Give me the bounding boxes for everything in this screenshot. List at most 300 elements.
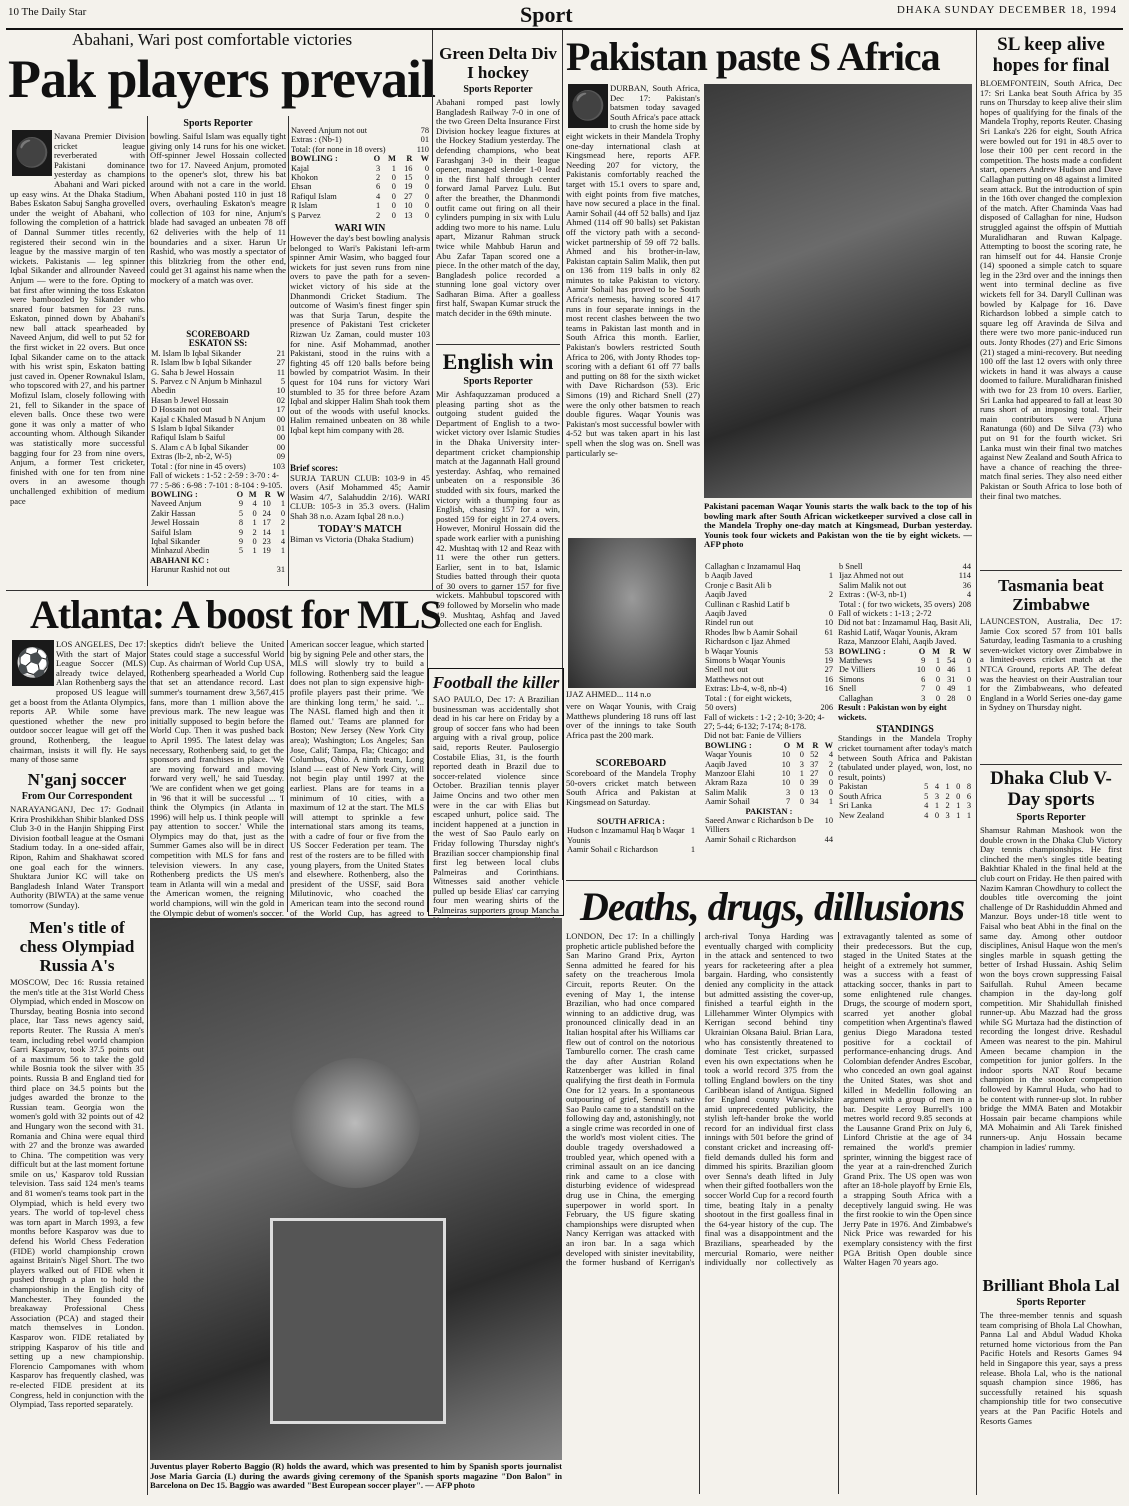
table-cell: 17 [262,518,271,528]
table-cell: 21 [276,348,285,358]
table-cell: 50 overs) [705,703,737,713]
table-cell: 1 [945,782,950,792]
standings-table [838,782,972,820]
award-plaque-icon [290,1058,420,1188]
table-cell: 6 [376,182,381,192]
match-result: Result : Pakistan won by eight wickets. [838,703,947,722]
table-cell: 7 [785,797,791,807]
tasmania-headline: Tasmania beat Zimbabwe [998,576,1104,614]
table-cell: 0 [935,693,941,703]
waqar-younis-photo [704,84,972,498]
table-cell: M. Islam lb Iqbal Sikander [151,348,242,358]
table-row [150,443,286,452]
table-cell: 1 [252,546,257,556]
chess-text: MOSCOW, Dec 16: Russia retained the men's title at the 31st World Chess Olympiad, which ended in Moscow on Thursday, beating Bosnia into second place, Itar Tass news agency said, reports Reuter. The Russia A men's team, including rebel world champion Garri Kasparov, took 37.5 points out of a maximum 56 to take the gold while Bosnia took the silver with 35 points. Russia B and England tied for third place on 34.5 points but the judges awarded the bronze to the Russian team. Georgia won the women's gold with 32 points out of 42 and Hungary won the second with 31. Romania and China were equal third with 27 and the bronze was awarded to China. 'The competition was very difficult but at the last moment fortune smile on us,' Kasparov told Russian television. Tass said 124 men's teams and 81 women's teams took part in the Olympiad, which is held every two years. The world of top-level chess was torn apart in March 1993, a few months before Kasparov was due to defend his World Chess Federation (FIDE) world championship crown against Britain's Nigel Short. The two players walked out of FIDE when it pushed through a plan to hold the championship in the English city of Manchester. They founded the breakaway Professional Chess Association (PCA) and staged their match themselves in London. Kasparov won. FIDE retaliated by stripping Kasparov of his title and setting up a new championship. Florencio Campomanes with whom Kasparov has frequently clashed, was re-elected FIDE president at its Congress, held in conjunction with the Olympiad, Tass reported separately. [10,977,144,1410]
table-cell: 0 [799,778,804,788]
rule [6,590,562,591]
table-row [150,349,286,358]
table-header-cell: R [812,740,819,750]
table-row [838,665,972,674]
table-cell: 27 [276,358,285,368]
table-cell: Cronje c Basit Ali b [705,580,772,590]
chess-article [10,918,144,1506]
table-cell: 10 [781,768,791,778]
table-cell: 13 [404,210,413,220]
brief-title: Brief scores: [290,463,339,474]
table-cell: 0 [424,163,429,173]
table-cell: 11 [276,367,285,377]
table-cell: 8 [238,518,244,528]
psa-column-1b [566,702,696,855]
table-row [838,684,972,693]
pak-fow: Fall of wickets : 1-13 ; 2-72 [838,609,932,619]
pak-batting-table-1 [704,816,834,844]
english-headline: English win [442,349,554,374]
table-cell: 1 [966,684,971,694]
table-cell: 4 [828,750,833,760]
table-cell: Aaqib Javed [705,590,747,600]
rule [432,30,433,590]
table-cell: 10 [781,750,791,760]
table-cell: Naveed Anjum not out [291,126,368,135]
table-row [704,675,834,684]
table-cell: Total : (for nine in 45 overs) [151,461,246,471]
table-row [704,609,834,618]
table-header-cell: W [420,154,429,164]
pak-dnb: Did not bat : Inzamamul Haq, Basit Ali, Rashid Latif, Waqar Younis, Akram Raza, Manzoor Elahi, Aaqib Javed. [838,618,972,647]
table-header-cell: R [264,489,271,499]
table-cell: 7 [921,684,926,694]
table-cell: 6 [966,791,971,801]
deaths-headline: Deaths, drugs, dillusions [580,884,965,929]
table-cell: 17 [276,405,285,415]
table-cell: Total : ( for two wickets, 35 overs) [839,599,956,609]
table-cell: 0 [935,674,941,684]
table-cell: 14 [262,527,271,537]
english-text: Mir Ashfaquzzaman produced a pleasing parting shot as the outgoing student guided the Department of English to a two-wicket victory over Islamic Studies in the Dhaka University inter-department cricket championship match at the Jagannath Hall ground yesterday. Ashfaq, who remained unbeaten on a responsible 36 studded with six fours, marked the victory with a thumping four as English, chasing 157 for a win, posted 159 for eight in 27.4 overs. However, Monirul Hossain did the spade work earlier with a punishing 42. Mushtaq with 12 and Reaz with 11 were the other run getters. Earlier, sent in to bat, Islamic Studies batted through their quota of 30 overs to garner 157 for five wickets. Mahbubul topscored with 59 followed by Morselin who made 19. Mushtaq, Ashfaq and Javed collected one each for English. [436,389,560,630]
sa-bowling-table [838,647,972,703]
table-row [704,656,834,665]
nganj-headline: N'ganj soccer [27,770,127,789]
table-cell: 1 [935,656,941,666]
english-article [436,349,560,630]
table-cell: Extras (lb-2, nb-2, W-5) [151,452,232,462]
atlanta-col-2: skeptics didn't believe the United States could stage a successful World Cup. As chairman of World Cup USA, Rothenberg spearheaded a World Cup that set an attendance record. Last summer's tournament drew 3,567,415 fans, more than 1 million above the previous mark. The new league was initially supposed to begin before the World Cup. Then it was pushed back to April 1995. The latest delay was necessary, Rothenberg said, to get the sponsors and franchises in place. 'We are moving forward and moving forward very well,' he said Tuesday. 'We are confident when we get going in '96 that it will be successful ... 'I think the Olympics (in Atlanta in 1996) will help us. I think people will pay attention to soccer.' While the Olympics may do that, just as the Summer Games also will be in direct competition with MLS for fans and television viewers. In any case, Rothenberg predicts the US men's team in Atlanta will win a medal and the American women, the reigning world champions, will win the gold in the Olympic debut of women's soccer. [150,639,284,918]
table-cell: Kajal c Khaled Masud b N Anjum [151,414,266,424]
table-cell: 0 [799,797,804,807]
table-cell: Matthews not out [705,674,764,684]
table-row [704,562,834,571]
chess-headline: Men's title of chess Olympiad Russia A's [19,918,135,975]
table-row [150,433,286,442]
bhola-text: The three-member tennis and squash team comprising of Bhola Lal Chowhan, Panna Lal and Abdul Wadud Khoka returned home victorious from the Pan Pacific Hotels and Resorts Games 94 held in Singapore this year, says a press release. Bhola Lal, who is the national squash champion since 1986, has successfully retained his squash championship title for two consecutive years at the Pan Pacific Hotels and Resorts Games [980,1310,1122,1426]
table-row [290,126,430,135]
table-cell: 0 [391,210,396,220]
table-cell: 0 [966,674,971,684]
table-cell: 02 [276,395,285,405]
vday-headline: Dhaka Club V-Day sports [990,768,1112,810]
table-cell: Total: (for none in 18 overs) [291,144,386,154]
table-row [704,835,834,844]
table-cell: 09 [276,452,285,462]
sl-article [980,34,1122,549]
table-cell: 28 [947,693,956,703]
table-cell: Sri Lanka [839,801,872,811]
table-cell: 1 [956,801,961,811]
table-cell: 0 [935,665,941,675]
table-cell [817,562,834,571]
table-cell: 2 [828,590,833,600]
table-row [150,528,286,537]
table-row [704,694,834,703]
table-row [704,665,834,674]
brief-scores: SURJA TARUN CLUB: 103-9 in 45 overs (Asif Mohammed 45; Aamir Wasim 4/7, Salahuddin 2/16). WARI CLUB: 105-3 in 35.3 overs. (Halim Shah 38 n.o. Azam Iqbal 28 n.o.) [290,472,430,522]
table-cell: 27 [824,665,833,675]
rule [288,116,289,586]
table-cell: S Islam b Iqbal Sikander [151,424,234,434]
table-row [838,581,972,590]
table-cell: Akram Raza [705,778,748,788]
section-title: Sport [520,2,573,27]
table-cell: 0 [424,201,429,211]
abahani-title: ABAHANI KC : [150,555,210,565]
table-row [704,797,834,806]
table-row [838,811,972,820]
bhola-article [980,1276,1122,1477]
page-number: 10 The Daily Star [8,6,87,18]
table-header-cell: O [918,646,926,656]
hockey-article [436,44,560,330]
table-cell: 78 [420,126,429,135]
table-cell: Aaqib Javed [705,759,747,769]
table-header-cell: W [276,489,285,499]
table-cell: 44 [824,834,833,844]
table-cell: Salim Malik not out [839,580,907,590]
table-row [704,618,834,627]
cricket-logo-icon: ⚫ [12,130,52,176]
table-header-cell: M [248,489,257,499]
table-cell: Richardson c Ijaz Ahmed [705,637,790,647]
table-row [290,173,430,182]
table-cell: 0 [966,656,971,666]
deaths-text: LONDON, Dec 17: In a chillingly prophetic article published before the San Marino Grand Prix, Ayrton Senna admitted he feared for his safety on the treacherous Imola Circuit, reports Reuter. On the evening of May 1, the intense Brazilian, who had once compared winning to an addictive drug, was pronounced clinically dead in an Italian hospital after his Williams car flew out of control on the notorious Tamburello corner. The crash came the day after Austrian Roland Ratzenberger was killed in final qualifying the first death in Formula One for 12 years. In a spontaneous outpouring of grief, Senna's native Sao Paulo came to a standstill on the following day and, astonishingly, not a single crime was recorded in one of the world's most violent cities. The double tragedy overshadowed a troubled year, which opened with a criminal assault on an ice dancing rink and came to a close with disturbing evidence of widespread drug use in China, the emerging superpower in world sport. In February, the US figure skating championships were disrupted when Nancy Kerrigan was attacked with an iron bar. In a saga which developed with sinister inevitability, the former husband of Kerrigan's arch-rival Tonya Harding was eventually charged with complicity in the attack and sentenced to two years for racketeering after a plea bargain. Harding, who consistently denied any complicity in the attack but admitted assisting the cover-up, finished a tearful eighth in the Lillehammer Winter Olympics with Kerrigan second behind tiny Ukrainian Oksana Baiul. Brian Lara, who has consistently threatened to dominate Test cricket, surpassed even his own expectations when he took a world record 375 from the tolling England bowlers on the tiny Caribbean island of Antigua. Signed for England county Warwickshire amid unprecedented publicity, the stylish left-hander broke the world record for an individual first class innings with 501 before the grind of constant cricket and increasing off-field demands dulled his form and dimmed his spirits. Brazilian gloom over Senna's death lifted in July when their gifted footballers won the soccer World Cup for a record fourth time, beating Italy in a penalty shootout in the first goalless final in the 64-year history of the cup. The final was a disappointment and the Brazilians, spearheaded by the mercurial Romario, were neither individually nor collectively as extravagantly talented as some of their predecessors. But the cup, staged in the United States at the height of a extremely hot summer, was a success with a feast of attacking soccer, thanks in part to some enlightened rule changes. Drugs, the scourge of modern sport, scarred yet another global competition when Argentina's flawed genius Diego Maradona tested positive for a cocktail of performance-enhancing drugs. And Colombian defender Andres Escobar, who conceded an own goal against the United States, was shot and killed in Medellin following an argument with a group of men in a bar. Despite Leroy Burrell's 100 metres world record 9.85 seconds at the Lausanne Grand Prix on July 6, Linford Christie at the age of 34 remained the world's premier sprinter, winning the biggest race of the year at a rain-drenched Zurich Grand Prix. The US open was won after an 18-hole playoff by Ernie Els, a strapping South Africa with a deceptively languid swing. He was the first rookie to win the Open since Jerry Pate in 1976. And Zimbabwe's Nick Price was rewarded for his exemplary consistency with the first PGA British Open double since Walter Hagen 70 years ago. [566,931,972,1268]
table-cell: 9 [921,656,926,666]
table-cell: 10 [916,665,926,675]
table-cell: S. Parvez c N Anjum b Minhazul [151,377,262,387]
table-cell: 10 [262,499,271,509]
table-row [704,703,834,712]
table-cell: 1 [956,810,961,820]
pak-byline: Sports Reporter [183,118,253,129]
table-row [566,845,696,854]
table-cell: 5 [924,782,929,792]
table-cell: 5 [924,791,929,801]
table-cell: 4 [934,782,939,792]
football-box [428,668,564,916]
table-cell: 1 [690,845,695,855]
table-header-cell: W [824,740,833,750]
table-cell: 208 [958,599,971,609]
wari-subhead: WARI WIN [334,223,386,235]
table-cell: 3 [934,791,939,801]
table-cell: R. Islam lbw b Iqbal Sikander [151,358,252,368]
table-cell [817,600,834,609]
vday-article [980,768,1122,1258]
table-cell: 16 [824,684,833,694]
table-row [704,600,834,609]
table-cell: Total : ( for eight wickets, [705,693,792,703]
table-cell: 10 [781,759,791,769]
table-row [704,750,834,759]
table-cell: 114 [958,571,971,581]
table-header-cell: BOWLING : [151,489,198,499]
eskaton-title: ESKATON SS: [188,338,248,349]
table-cell: 0 [935,684,941,694]
psa-text-2: vere on Waqar Younis, with Craig Matthews plundering 18 runs off last over of the innings to take South Africa past the 200 mark. [566,701,696,740]
psa-scoreboard-title: SCOREBOARD [595,758,667,769]
table-cell: 8 [966,782,971,792]
rule [287,640,288,912]
sl-headline: SL keep alive hopes for final [992,34,1110,76]
table-cell: 37 [810,759,819,769]
table-cell: 61 [824,627,833,637]
table-cell: 0 [424,182,429,192]
sa-batting-table-1 [566,826,696,854]
table-cell: Callaghan [839,693,873,703]
pak-column-3 [290,126,430,544]
table-cell: 110 [416,144,429,154]
table-cell: 36 [962,580,971,590]
rule [147,640,148,1495]
table-cell: 5 [238,508,244,518]
pak-col2-text: bowling. Saiful Islam was equally tight giving only 14 runs for his one wicket. Off-spinner Jewel Hossain collected two for 17. Naveed Anjum, promoted to the opener's slot, threw his bat around with not a care in the world. When Abahani posted 110 in just 18 overs, overhauling Eskaton's meagre collection of 103 for nine, Anjum's blade had savaged an unbeaten 78 off 62 deliveries with the help of 11 boundaries and a sixer. Harun Ur Rashid, who was mostly a spectator of this blitzkrieg from the other end, could get 31 against his name when the mockery of a match was over. [150,131,286,285]
table-cell: R Islam [291,201,318,211]
table-cell: Ijaz Ahmed not out [839,571,904,581]
table-cell: Rafiqul Islam [291,191,337,201]
table-cell: 01 [276,424,285,434]
table-cell: 0 [966,693,971,703]
table-cell: 9 [238,499,244,509]
table-cell: Salim Malik [705,787,747,797]
bhola-headline: Brilliant Bhola Lal [982,1276,1120,1295]
nganj-article [10,770,144,929]
award-frame [270,1218,446,1424]
table-cell: Snell [839,684,857,694]
table-cell: 0 [956,782,961,792]
today-match: Biman vs Victoria (Dhaka Stadium) [290,533,414,544]
table-row [150,462,286,471]
table-cell: 2 [945,791,950,801]
table-cell: Abedin [151,386,176,396]
table-cell: Rindel run out [705,618,754,628]
table-row [290,182,430,191]
table-cell: 0 [799,787,804,797]
table-cell: 23 [262,536,271,546]
table-header-cell: R [949,646,956,656]
vday-byline: Sports Reporter [1016,812,1086,823]
atlanta-col-3: American soccer league, which started big by signing Pele and other stars, the MLS will slowly try to build a following. Rothenberg said the league does not plan to sign expensive high-profile players past their prime. 'We are thinking long term,' he said. '... The NASL flamed high and then it flamed out.' Teams are planned for Boston; New Jersey (New York City area); Washington; Los Angeles; San Jose, Calif; Tampa, Fla; Chicago; and Columbus, Ohio. A ninth team, Long Island — east of New York City, will not begin play until 1997 at the earliest. Plans are for teams in a minimum of 10 cities, with a maximum of 12 at the start. The MLS will attempt to sprinkle a few international stars among its teams, with a cadre of four or five from the US Soccer Federation per team. The rest of the rosters are to be filled with young players, from the United States and elsewhere. Rothenberg, also the president of the USSF, said Bora Milutinovic, who coached the American team into the second round of the World Cup, has agreed to [290,639,424,918]
table-cell: 31 [276,565,285,575]
table-header-cell: M [796,740,804,750]
table-cell: 0 [799,750,804,760]
table-cell: 5 [238,546,244,556]
table-row [704,637,834,646]
table-cell: 2 [376,173,381,183]
sa-batting-table-2 [704,562,834,713]
table-cell: Saiful Islam [151,527,192,537]
atlanta-headline: Atlanta: A boost for MLS [30,592,441,637]
table-cell: Rhodes lbw b Aamir Sohail [705,627,798,637]
table-cell: b Waqar Younis [705,646,758,656]
table-row [150,452,286,461]
rule [976,30,977,1495]
table-row [150,405,286,414]
table-row [150,424,286,433]
table-cell: Kajal [291,163,310,173]
table-cell: 1 [828,571,833,581]
table-cell: 0 [391,173,396,183]
table-row [704,778,834,787]
table-header-cell: O [236,489,244,499]
table-cell: 1 [280,499,285,509]
table-cell: G. Saha b Jewel Hossain [151,367,235,377]
table-row [704,788,834,797]
table-cell: Hasan b Jewel Hossain [151,395,229,405]
table-cell: Manzoor Elahi [705,768,756,778]
table-cell: 0 [424,191,429,201]
table-cell: Saeed Anwar c Richardson b De Villiers [705,815,814,835]
table-cell: 2 [252,527,257,537]
standings-title: STANDINGS [876,723,934,735]
table-header-cell: O [373,154,381,164]
table-cell: 4 [252,499,257,509]
table-cell: 2 [945,801,950,811]
table-cell: 0 [252,508,257,518]
table-cell: 4 [924,810,929,820]
table-row [838,600,972,609]
table-row [838,792,972,801]
table-cell: 19 [404,182,413,192]
table-row [150,368,286,377]
table-cell: Aamir Sohail [705,797,750,807]
tasmania-text: LAUNCESTON, Australia, Dec 17: Jamie Cox scored 57 from 101 balls Saturday, leading Tasmania to a crushing seven-wicket victory over Zimbabwe in a limited-overs cricket match at the NTCA Ground, reports AP. The defeat was the heaviest on their Australian tour for the Zimbabweans, who defeated England in a World Series one-day game in Sydney on Thursday night. [980,616,1122,713]
pak-title: PAKISTAN : [745,806,793,816]
table-cell: 10 [404,201,413,211]
table-cell [817,581,834,590]
table-cell: 3 [966,801,971,811]
table-row [150,358,286,367]
table-cell: 4 [924,801,929,811]
table-cell: b Snell [839,562,863,571]
table-cell: New Zealand [839,810,884,820]
table-header-cell: BOWLING : [705,740,752,750]
table-cell: 0 [828,768,833,778]
rule [980,764,1122,765]
table-cell: 1 [690,826,695,836]
table-cell: Jewel Hossain [151,518,200,528]
table-cell: 9 [238,536,244,546]
table-cell: 0 [280,508,285,518]
table-row [290,135,430,144]
table-cell: Simons b Waqar Younis [705,656,786,666]
table-cell: 0 [934,810,939,820]
table-cell: Aamir Sohail c Richardson [705,834,796,844]
table-cell: 0 [828,787,833,797]
table-cell: 0 [391,191,396,201]
table-cell: 5 [280,377,285,387]
eskaton-fow: Fall of wickets : 1-52 : 2-59 : 3-70 : 4-77 : 5-86 : 6-98 : 7-101 : 8-104 : 9-105. [150,471,283,490]
table-row [838,694,972,703]
table-cell: S. Alam c A b Iqbal Sikander [151,442,249,452]
table-row [704,590,834,599]
hockey-headline: Green Delta Div I hockey [439,44,557,82]
table-cell [817,694,834,703]
table-cell: Aamir Sohail c Richardson [567,845,658,855]
table-row [150,546,286,555]
table-header-cell: M [388,154,396,164]
table-cell: 3 [799,759,804,769]
rule [980,570,1122,571]
table-cell: 19 [262,546,271,556]
dateline: DHAKA SUNDAY DECEMBER 18, 1994 [896,4,1117,16]
table-cell: Iqbal Sikander [151,536,201,546]
rule [436,344,560,345]
abahani-batting-table [290,126,430,154]
pak-bowling-table [704,741,834,807]
table-header-cell: BOWLING : [291,154,338,164]
table-header-cell: BOWLING : [839,646,886,656]
table-cell: 1 [280,527,285,537]
table-cell: 2 [376,210,381,220]
table-cell: Simons [839,674,865,684]
table-cell: South Africa [839,791,882,801]
table-cell: 0 [252,536,257,546]
table-cell: Harunur Rashid not out [151,565,230,575]
football-text: SAO PAULO, Dec 17: A Brazilian businessman was accidentally shot dead in his car here on Friday by a group of soccer fans who had been arguing with a rival group, police said, reports Reuter. Paulosergio Costabile Elias, 31, is the fourth reported death in Brazil due to soccer-related violence since October. Brazilian tennis player Jaime Oncins and two other men were in the car with Elias but escaped unhurt, police said. The incident happened at a junction in the west of Sao Paulo early on Friday following Thursday night's Brazilian soccer championship final first leg between local clubs Palmeiras and Corinthians. Witnesses said another vehicle pulled up beside Elias' car carrying four men wearing shirts of the Palmeiras supporters group Mancha [433,694,559,916]
table-cell: 54 [947,656,956,666]
table-cell: 01 [420,135,429,145]
sl-text: BLOEMFONTEIN, South Africa, Dec 17: Sri Lanka beat South Africa by 35 runs on Thursday to keep alive their slim hopes of qualifying for the finals of the Mandela Trophy, reports Reuter. Chasing Sri Lanka's 226 for eight, South Africa were bowled out for 191 in 48.5 over to lose their 100 per cent record in the competition. The hosts made a confident start, openers Andrew Hudson and Dave Callaghan putting on 48 against a limited seam attack. But the introduction of spin in the 16th over changed the complexion of the match. After Chaminda Vaas had disposed of Callaghan for nine, Hudson struggled against the offspin of Muttiah Muralidharan and Ruwan Kalpage. Attempting to boost the scoring rate, he ran himself out for 44. Hansie Cronje (14) spooned a simple catch to square leg in the 23rd over and the innings then went into terminal decline as five wickets fell for 34. Daryll Cullinan was bowled by Kalpage for 16. Dave Richardson lobbed a simple catch to square leg off Aravinda de Silva and there were two more panic-induced run outs. Jonty Rhodes (27) and Eric Simons (21) staged a mini-recovery. But needing 100 off the last 12 overs with only three wickets in hand it was always a cause doomed to failure. Muralidharan finished with two for 23 from 10 overs. Earlier, Sri Lanka had appeared to fall at least 30 runs short of an imposing total. Their main contributors were Arjuna Ranatunga (60) and De Silva (73) who put on 91 for the fourth wicket. Sri Lanka must win their final two matches against New Zealand and South Africa to have a chance of reaching the three-match final series. They also need either Pakistan or South Africa to lose both of their final two matches. [980,78,1122,501]
table-row [704,816,834,835]
table-cell: D Hossain not out [151,405,212,415]
table-header-cell: O [783,740,791,750]
baggio-award-photo [150,918,562,1460]
table-row [838,801,972,810]
table-cell: 4 [280,536,285,546]
table-cell: 3 [921,693,926,703]
table-cell: 1 [252,518,257,528]
table-cell: 00 [276,442,285,452]
table-cell: 27 [810,768,819,778]
hockey-byline: Sports Reporter [463,84,533,95]
table-row [838,656,972,665]
table-cell: Pakistan [839,782,868,792]
hockey-text: Abahani romped past lowly Bangladesh Railway 7-0 in one of the two Green Delta Insurance First Division hockey league fixtures at the Hockey Stadium yesterday. The defending champions, who beat Farashganj 3-0 in their league opener, managed slender 1-0 lead in the first half through center forward Jamal Parvez Lulu. But after the breather, the Dhanmondi outfit came out firing on all their cylinders pumping in six with Lulu adding two more to his name. Lulu apart, Mizanur Rahman struck twice while Mahbub Harun and Abu Zafar Tapan scored one a piece. In the other match of the day, Bangladesh police recorded a stunning lone goal victory over Sadharan Bima. After a goalless first half, Swapan Kumar struck the match decider in the 69th minute. [436,97,560,319]
table-cell: Callaghan c Inzamamul Haq [705,562,801,571]
baggio-caption: Juventus player Roberto Baggio (R) holds the award, which was presented to him by Spanish sports journalist Jose Maria Garcia (L) during the awards giving ceremony of the Spanish sports magazine "Don Balon" in Barcelona on Dec 15. Baggio was awarded "Best European soccer player". — AFP photo [150,1461,562,1491]
waqar-photo-caption: Pakistani paceman Waqar Younis starts the walk back to the top of his bowling mark after South African wicketkeeper survived a close call in the Mandela Trophy one-day match at Kingsmead, Durban yesterday. Younis took four wickets and Pakistan won the tie by eight wickets. — AFP photo [704,501,972,550]
table-row [838,562,972,571]
table-cell: 52 [810,750,819,760]
table-row [838,782,972,791]
table-row [704,769,834,778]
table-cell: 34 [810,797,819,807]
table-cell: 206 [820,703,833,713]
table-row [290,201,430,210]
table-cell: 1 [934,801,939,811]
table-cell: b Aaqib Javed [705,571,753,581]
table-cell: 00 [276,433,285,443]
